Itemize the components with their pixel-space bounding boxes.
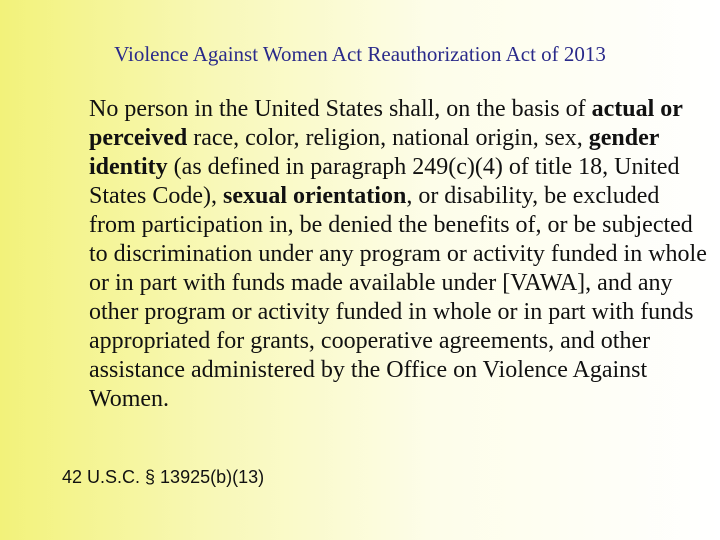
statute-quote (89, 95, 709, 414)
quote-segment: No person in the United States shall, on the basis of (89, 96, 592, 122)
citation: 42 U.S.C. § 13925(b)(13) (62, 467, 265, 487)
slide-title: Violence Against Women Act Reauthorization Act of 2013 (114, 42, 606, 66)
emphasis-sexual-orientation: sexual orientation (222, 183, 407, 209)
emphasis-actual-or-perceived: actual or perceived (89, 96, 683, 151)
quote-segment: , or disability, be excluded from participation in, be denied the benefits of, or be subjected to discrimination under any program or activity funded in whole or in part with funds made available under [VAWA], and any other program or activity funded in whole or in part with funds appropriated for grants, cooperative agreements, and other assistance administered by the Office on Violence Against Women. (89, 183, 707, 412)
quote-segment: race, color, religion, national origin, sex, (187, 125, 589, 151)
emphasis-gender-identity: gender identity (89, 125, 659, 180)
quote-segment: (as defined in paragraph 249(c)(4) of title 18, United States Code), (89, 154, 680, 209)
